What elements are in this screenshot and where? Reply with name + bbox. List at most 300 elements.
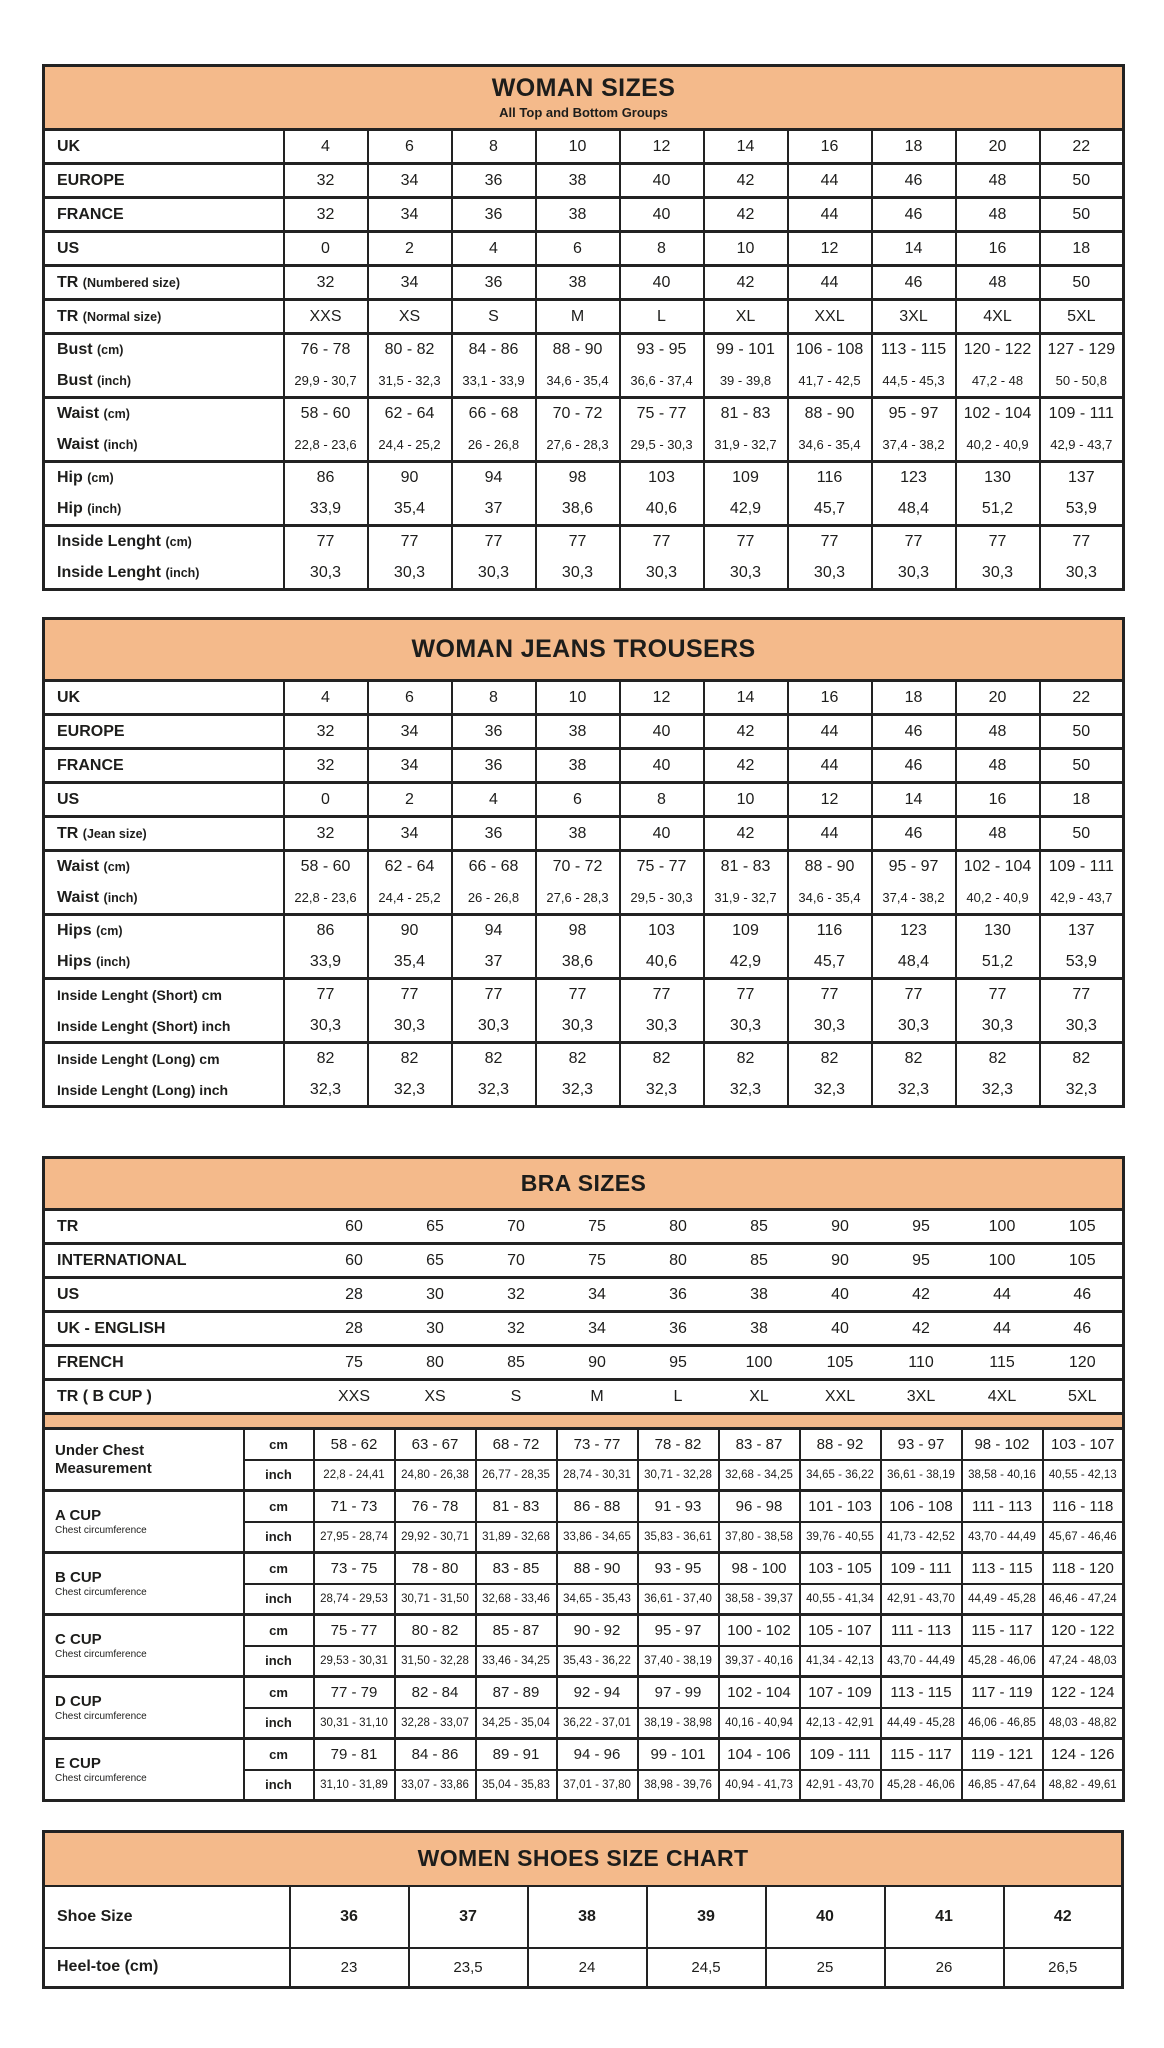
row-label-note: (cm): [87, 471, 114, 486]
cup-inch-value-cell: 48,03 - 48,82: [1043, 1708, 1124, 1739]
bra-band-value-cell: 65: [395, 1244, 476, 1278]
cup-cm-value-cell: 103 - 107: [1043, 1429, 1124, 1460]
size-table: [42, 1830, 1124, 1989]
size-value-cell: 77: [1040, 979, 1124, 1011]
size-value-cell: 98: [536, 915, 620, 947]
size-value-cell: 18: [872, 130, 956, 164]
size-value-cell: 32,3: [872, 1075, 956, 1107]
size-value-cell: 42: [704, 198, 788, 232]
size-value-cell: 95 - 97: [872, 851, 956, 883]
unit-cm-cell: cm: [244, 1615, 314, 1646]
cup-inch-value-cell: 28,74 - 29,53: [314, 1584, 395, 1615]
row-label-text: TR: [57, 307, 79, 325]
size-value-cell: 82: [368, 1043, 452, 1075]
size-value-cell: 30,3: [452, 558, 536, 590]
size-value-cell: 38: [536, 715, 620, 749]
size-value-cell: 30,3: [704, 1011, 788, 1043]
bra-band-value-cell: 95: [638, 1346, 719, 1380]
size-value-cell: 77: [956, 979, 1040, 1011]
bra-band-value-cell: 28: [314, 1312, 395, 1346]
size-value-cell: 32,3: [368, 1075, 452, 1107]
size-value-cell: 31,5 - 32,3: [368, 366, 452, 398]
bra-band-value-cell: 120: [1043, 1346, 1124, 1380]
size-value-cell: 77: [284, 526, 368, 558]
cup-cm-value-cell: 85 - 87: [476, 1615, 557, 1646]
size-value-cell: 14: [872, 783, 956, 817]
row-label-cell: [44, 1075, 284, 1107]
cup-cm-value-cell: 88 - 92: [800, 1429, 881, 1460]
bra-band-value-cell: 28: [314, 1278, 395, 1312]
size-value-cell: 32,3: [620, 1075, 704, 1107]
size-value-cell: 81 - 83: [704, 398, 788, 430]
cup-inch-value-cell: 44,49 - 45,28: [881, 1708, 962, 1739]
size-value-cell: 137: [1040, 915, 1124, 947]
size-value-cell: 6: [368, 681, 452, 715]
row-label-note: (inch): [165, 565, 200, 580]
spacer: [42, 1802, 1122, 1830]
bra-band-row: [44, 1244, 1124, 1278]
unit-cm-cell: cm: [244, 1739, 314, 1770]
shoe-value-cell: 38: [528, 1886, 647, 1948]
row-label-cell: [44, 817, 284, 851]
size-value-cell: 40: [620, 164, 704, 198]
size-value-cell: 20: [956, 681, 1040, 715]
size-value-cell: 30,3: [620, 1011, 704, 1043]
shoe-value-cell: 36: [290, 1886, 409, 1948]
bra-sizes-table: [42, 1156, 1122, 1802]
bra-band-row: [44, 1346, 1124, 1380]
size-value-cell: 48: [956, 198, 1040, 232]
size-value-cell: 77: [872, 526, 956, 558]
size-value-cell: 30,3: [284, 558, 368, 590]
size-value-cell: 8: [620, 783, 704, 817]
size-value-cell: 77: [1040, 526, 1124, 558]
size-value-cell: 50: [1040, 715, 1124, 749]
size-value-cell: 82: [1040, 1043, 1124, 1075]
size-value-cell: XL: [704, 300, 788, 334]
woman-sizes-table: [42, 64, 1122, 591]
size-value-cell: 46: [872, 198, 956, 232]
cup-inch-value-cell: 34,25 - 35,04: [476, 1708, 557, 1739]
cup-inch-value-cell: 38,58 - 40,16: [962, 1460, 1043, 1491]
cup-cm-value-cell: 87 - 89: [476, 1677, 557, 1708]
bra-band-value-cell: 44: [962, 1278, 1043, 1312]
size-value-cell: 32,3: [788, 1075, 872, 1107]
size-value-cell: 30,3: [1040, 558, 1124, 590]
cup-inch-value-cell: 40,16 - 40,94: [719, 1708, 800, 1739]
cup-cm-value-cell: 75 - 77: [314, 1615, 395, 1646]
size-value-cell: 45,7: [788, 494, 872, 526]
cup-inch-value-cell: 27,95 - 28,74: [314, 1522, 395, 1553]
cup-inch-value-cell: 46,06 - 46,85: [962, 1708, 1043, 1739]
size-value-cell: 30,3: [956, 558, 1040, 590]
size-value-cell: 30,3: [872, 558, 956, 590]
size-value-cell: 48: [956, 715, 1040, 749]
row-label-text: Inside Lenght (Short) cm: [57, 987, 222, 1004]
cup-inch-value-cell: 29,92 - 30,71: [395, 1522, 476, 1553]
size-value-cell: 44: [788, 266, 872, 300]
row-label-cell: [44, 232, 284, 266]
size-value-cell: 12: [620, 681, 704, 715]
shoe-value-cell: 25: [766, 1948, 885, 1988]
size-value-cell: 30,3: [284, 1011, 368, 1043]
cup-cm-value-cell: 80 - 82: [395, 1615, 476, 1646]
size-value-cell: 2: [368, 783, 452, 817]
row-label-text: UK - ENGLISH: [57, 1319, 166, 1337]
bra-band-value-cell: 105: [1043, 1210, 1124, 1244]
cup-cm-value-cell: 120 - 122: [1043, 1615, 1124, 1646]
size-value-cell: 34: [368, 266, 452, 300]
cup-cm-value-cell: 73 - 77: [557, 1429, 638, 1460]
bra-band-value-cell: S: [476, 1380, 557, 1414]
size-value-cell: 50: [1040, 164, 1124, 198]
bra-band-value-cell: 85: [476, 1346, 557, 1380]
size-value-cell: 42,9 - 43,7: [1040, 430, 1124, 462]
cup-cm-row: [44, 1615, 1124, 1646]
row-label-cell: [44, 1210, 314, 1244]
cup-label-cell: [44, 1739, 244, 1801]
cup-inch-value-cell: 37,80 - 38,58: [719, 1522, 800, 1553]
size-value-cell: 30,3: [368, 1011, 452, 1043]
shoe-value-cell: 26,5: [1004, 1948, 1123, 1988]
size-value-cell: 123: [872, 915, 956, 947]
size-value-cell: 34: [368, 817, 452, 851]
cup-label-cell: [44, 1553, 244, 1615]
size-value-cell: 16: [788, 130, 872, 164]
size-value-cell: 10: [536, 130, 620, 164]
size-value-cell: 41,7 - 42,5: [788, 366, 872, 398]
size-value-cell: 40: [620, 749, 704, 783]
size-value-cell: 30,3: [788, 1011, 872, 1043]
size-value-cell: 62 - 64: [368, 398, 452, 430]
cup-inch-value-cell: 43,70 - 44,49: [881, 1646, 962, 1677]
cup-cm-value-cell: 93 - 97: [881, 1429, 962, 1460]
cup-name-text: E CUP: [55, 1754, 101, 1772]
cup-cm-value-cell: 94 - 96: [557, 1739, 638, 1770]
size-value-cell: 32,3: [1040, 1075, 1124, 1107]
row-label-text: US: [57, 790, 80, 808]
row-label-note: (inch): [97, 373, 132, 388]
row-label-text: FRANCE: [57, 756, 124, 774]
size-value-cell: 27,6 - 28,3: [536, 430, 620, 462]
cup-cm-value-cell: 98 - 100: [719, 1553, 800, 1584]
size-value-cell: XS: [368, 300, 452, 334]
bra-band-value-cell: M: [557, 1380, 638, 1414]
size-value-cell: 12: [788, 232, 872, 266]
cup-cm-value-cell: 89 - 91: [476, 1739, 557, 1770]
bra-band-row: [44, 1278, 1124, 1312]
cup-inch-value-cell: 31,89 - 32,68: [476, 1522, 557, 1553]
size-value-cell: 82: [704, 1043, 788, 1075]
size-value-cell: 33,9: [284, 494, 368, 526]
size-value-cell: 82: [620, 1043, 704, 1075]
cup-cm-value-cell: 71 - 73: [314, 1491, 395, 1522]
size-value-cell: 0: [284, 783, 368, 817]
row-label-note: (inch): [103, 890, 138, 905]
row-label-text: EUROPE: [57, 171, 125, 189]
bra-band-value-cell: 42: [881, 1278, 962, 1312]
size-value-cell: 10: [536, 681, 620, 715]
table-title-text: WOMEN SHOES SIZE CHART: [417, 1845, 749, 1872]
row-label-cell: [44, 979, 284, 1011]
bra-band-row: [44, 1380, 1124, 1414]
unit-inch-cell: inch: [244, 1646, 314, 1677]
size-value-cell: 31,9 - 32,7: [704, 883, 788, 915]
size-value-cell: 26 - 26,8: [452, 883, 536, 915]
cup-inch-value-cell: 39,76 - 40,55: [800, 1522, 881, 1553]
row-label-cell: [44, 1278, 314, 1312]
row-label-text: Waist: [57, 888, 100, 906]
row-label-cell: [44, 915, 284, 947]
row-label-note: (cm): [165, 535, 192, 550]
bra-band-value-cell: 95: [881, 1210, 962, 1244]
bra-band-value-cell: 100: [719, 1346, 800, 1380]
cup-inch-value-cell: 30,31 - 31,10: [314, 1708, 395, 1739]
size-value-cell: 103: [620, 915, 704, 947]
row-label-text: UK: [57, 688, 81, 706]
size-value-cell: 36: [452, 749, 536, 783]
size-value-cell: 42: [704, 266, 788, 300]
cup-cm-row: [44, 1553, 1124, 1584]
size-value-cell: 26 - 26,8: [452, 430, 536, 462]
size-value-cell: 45,7: [788, 947, 872, 979]
row-label-cell: [44, 300, 284, 334]
cup-inch-value-cell: 42,91 - 43,70: [800, 1770, 881, 1801]
cup-subname-text: Chest circumference: [55, 1648, 147, 1660]
bra-band-value-cell: 70: [476, 1244, 557, 1278]
size-value-cell: 46: [872, 715, 956, 749]
cup-cm-value-cell: 113 - 115: [881, 1677, 962, 1708]
row-label-text: Hip: [57, 499, 83, 517]
size-value-cell: 8: [452, 681, 536, 715]
table-title: [44, 619, 1124, 681]
cup-inch-value-cell: 37,01 - 37,80: [557, 1770, 638, 1801]
bra-band-value-cell: 90: [800, 1244, 881, 1278]
size-value-cell: 22: [1040, 130, 1124, 164]
size-value-cell: 48: [956, 266, 1040, 300]
unit-cm-cell: cm: [244, 1553, 314, 1584]
table-row: [44, 266, 1124, 300]
size-value-cell: 38,6: [536, 947, 620, 979]
bra-band-value-cell: 75: [557, 1244, 638, 1278]
table-title-text: WOMAN JEANS TROUSERS: [411, 634, 756, 663]
row-label-text: Inside Lenght (Long) cm: [57, 1051, 220, 1068]
cup-cm-value-cell: 102 - 104: [719, 1677, 800, 1708]
row-label-cell: [44, 558, 284, 590]
size-value-cell: 30,3: [704, 558, 788, 590]
table-row: [44, 232, 1124, 266]
size-value-cell: 40,2 - 40,9: [956, 430, 1040, 462]
row-label-text: FRANCE: [57, 205, 124, 223]
size-value-cell: 53,9: [1040, 947, 1124, 979]
bra-band-value-cell: XL: [719, 1380, 800, 1414]
size-value-cell: 70 - 72: [536, 851, 620, 883]
cup-cm-value-cell: 68 - 72: [476, 1429, 557, 1460]
cup-name-text: D CUP: [55, 1692, 102, 1710]
row-label-text: Waist: [57, 405, 100, 423]
bra-band-value-cell: 38: [719, 1278, 800, 1312]
size-value-cell: 40,6: [620, 947, 704, 979]
size-value-cell: 40,6: [620, 494, 704, 526]
size-value-cell: 37,4 - 38,2: [872, 883, 956, 915]
cup-inch-value-cell: 46,85 - 47,64: [962, 1770, 1043, 1801]
cup-inch-value-cell: 32,28 - 33,07: [395, 1708, 476, 1739]
women-shoes-size-chart-table: [42, 1830, 1122, 1989]
size-value-cell: 4: [452, 232, 536, 266]
cup-cm-value-cell: 124 - 126: [1043, 1739, 1124, 1770]
table-row: [44, 715, 1124, 749]
size-value-cell: 46: [872, 164, 956, 198]
unit-cm-cell: cm: [244, 1429, 314, 1460]
cup-cm-value-cell: 78 - 82: [638, 1429, 719, 1460]
bra-band-value-cell: 46: [1043, 1312, 1124, 1346]
size-value-cell: 32: [284, 817, 368, 851]
cup-name-text: C CUP: [55, 1630, 102, 1648]
cup-inch-value-cell: 30,71 - 32,28: [638, 1460, 719, 1491]
size-value-cell: 82: [536, 1043, 620, 1075]
row-label-note: (cm): [97, 343, 124, 358]
cup-cm-value-cell: 83 - 87: [719, 1429, 800, 1460]
row-label-cell: [44, 1312, 314, 1346]
size-value-cell: 109: [704, 462, 788, 494]
bra-band-value-cell: XS: [395, 1380, 476, 1414]
cup-inch-value-cell: 40,55 - 41,34: [800, 1584, 881, 1615]
cup-inch-value-cell: 38,19 - 38,98: [638, 1708, 719, 1739]
cup-inch-value-cell: 47,24 - 48,03: [1043, 1646, 1124, 1677]
cup-inch-value-cell: 36,61 - 38,19: [881, 1460, 962, 1491]
size-value-cell: XXL: [788, 300, 872, 334]
bra-band-value-cell: 40: [800, 1312, 881, 1346]
row-label-text: Inside Lenght: [57, 533, 161, 551]
row-label-cell: [44, 494, 284, 526]
cup-cm-value-cell: 86 - 88: [557, 1491, 638, 1522]
cup-cm-value-cell: 107 - 109: [800, 1677, 881, 1708]
shoe-value-cell: 24: [528, 1948, 647, 1988]
size-value-cell: 32,3: [704, 1075, 788, 1107]
shoe-value-cell: 24,5: [647, 1948, 766, 1988]
size-value-cell: 30,3: [956, 1011, 1040, 1043]
size-table: [42, 617, 1125, 1108]
row-label-note: (inch): [103, 437, 138, 452]
size-value-cell: 38: [536, 817, 620, 851]
size-value-cell: 29,5 - 30,3: [620, 883, 704, 915]
size-value-cell: XXS: [284, 300, 368, 334]
size-value-cell: 6: [368, 130, 452, 164]
size-value-cell: 130: [956, 915, 1040, 947]
size-value-cell: 30,3: [620, 558, 704, 590]
shoe-value-cell: 23: [290, 1948, 409, 1988]
bra-band-value-cell: 34: [557, 1312, 638, 1346]
size-value-cell: 84 - 86: [452, 334, 536, 366]
cup-cm-value-cell: 91 - 93: [638, 1491, 719, 1522]
bra-band-value-cell: 60: [314, 1210, 395, 1244]
size-value-cell: 42: [704, 817, 788, 851]
size-value-cell: 123: [872, 462, 956, 494]
cup-cm-value-cell: 95 - 97: [638, 1615, 719, 1646]
row-label-cell: [44, 130, 284, 164]
size-value-cell: 66 - 68: [452, 398, 536, 430]
size-value-cell: 18: [872, 681, 956, 715]
cup-cm-value-cell: 117 - 119: [962, 1677, 1043, 1708]
bra-band-value-cell: 60: [314, 1244, 395, 1278]
cup-cm-value-cell: 115 - 117: [962, 1615, 1043, 1646]
row-label-note: (cm): [96, 924, 123, 939]
table-row: [44, 558, 1124, 590]
row-label-text: US: [57, 239, 80, 257]
size-value-cell: 38: [536, 198, 620, 232]
cup-inch-value-cell: 42,91 - 43,70: [881, 1584, 962, 1615]
size-value-cell: 0: [284, 232, 368, 266]
size-value-cell: 40: [620, 198, 704, 232]
bra-band-value-cell: 38: [719, 1312, 800, 1346]
cup-cm-value-cell: 105 - 107: [800, 1615, 881, 1646]
cup-cm-value-cell: 97 - 99: [638, 1677, 719, 1708]
table-row: [44, 883, 1124, 915]
cup-inch-value-cell: 33,46 - 34,25: [476, 1646, 557, 1677]
cup-cm-value-cell: 92 - 94: [557, 1677, 638, 1708]
row-label-note: (inch): [87, 501, 122, 516]
row-label-cell: [44, 1011, 284, 1043]
table-row: [44, 130, 1124, 164]
size-table: [42, 1156, 1125, 1802]
size-value-cell: 48: [956, 164, 1040, 198]
size-value-cell: 48: [956, 749, 1040, 783]
bra-band-value-cell: 110: [881, 1346, 962, 1380]
cup-inch-value-cell: 36,61 - 37,40: [638, 1584, 719, 1615]
bra-band-value-cell: 4XL: [962, 1380, 1043, 1414]
size-value-cell: 38: [536, 266, 620, 300]
size-value-cell: 90: [368, 462, 452, 494]
size-value-cell: 46: [872, 817, 956, 851]
unit-inch-cell: inch: [244, 1708, 314, 1739]
cup-inch-value-cell: 38,98 - 39,76: [638, 1770, 719, 1801]
row-label-text: Waist: [57, 858, 100, 876]
table-row: [44, 366, 1124, 398]
size-value-cell: 82: [872, 1043, 956, 1075]
size-value-cell: 4: [284, 681, 368, 715]
size-value-cell: 109 - 111: [1040, 851, 1124, 883]
size-value-cell: 32: [284, 266, 368, 300]
cup-inch-value-cell: 42,13 - 42,91: [800, 1708, 881, 1739]
cup-cm-value-cell: 98 - 102: [962, 1429, 1043, 1460]
cup-inch-value-cell: 32,68 - 34,25: [719, 1460, 800, 1491]
bra-band-value-cell: 95: [881, 1244, 962, 1278]
cup-inch-value-cell: 44,49 - 45,28: [962, 1584, 1043, 1615]
row-label-cell: [44, 1043, 284, 1075]
size-value-cell: 4: [284, 130, 368, 164]
table-subtitle-text: All Top and Bottom Groups: [499, 104, 668, 120]
row-label-cell: [44, 366, 284, 398]
size-value-cell: 32,3: [956, 1075, 1040, 1107]
size-value-cell: 40: [620, 715, 704, 749]
size-value-cell: 42,9: [704, 947, 788, 979]
bra-band-value-cell: 80: [395, 1346, 476, 1380]
table-title: [44, 66, 1124, 130]
size-value-cell: 86: [284, 462, 368, 494]
size-value-cell: S: [452, 300, 536, 334]
size-value-cell: 94: [452, 462, 536, 494]
table-row: [44, 334, 1124, 366]
size-value-cell: 32,3: [284, 1075, 368, 1107]
table-row: [44, 494, 1124, 526]
size-value-cell: 98: [536, 462, 620, 494]
size-value-cell: 40: [620, 817, 704, 851]
cup-inch-value-cell: 41,73 - 42,52: [881, 1522, 962, 1553]
cup-inch-value-cell: 34,65 - 35,43: [557, 1584, 638, 1615]
cup-cm-value-cell: 58 - 62: [314, 1429, 395, 1460]
cup-cm-value-cell: 82 - 84: [395, 1677, 476, 1708]
cup-inch-value-cell: 24,80 - 26,38: [395, 1460, 476, 1491]
